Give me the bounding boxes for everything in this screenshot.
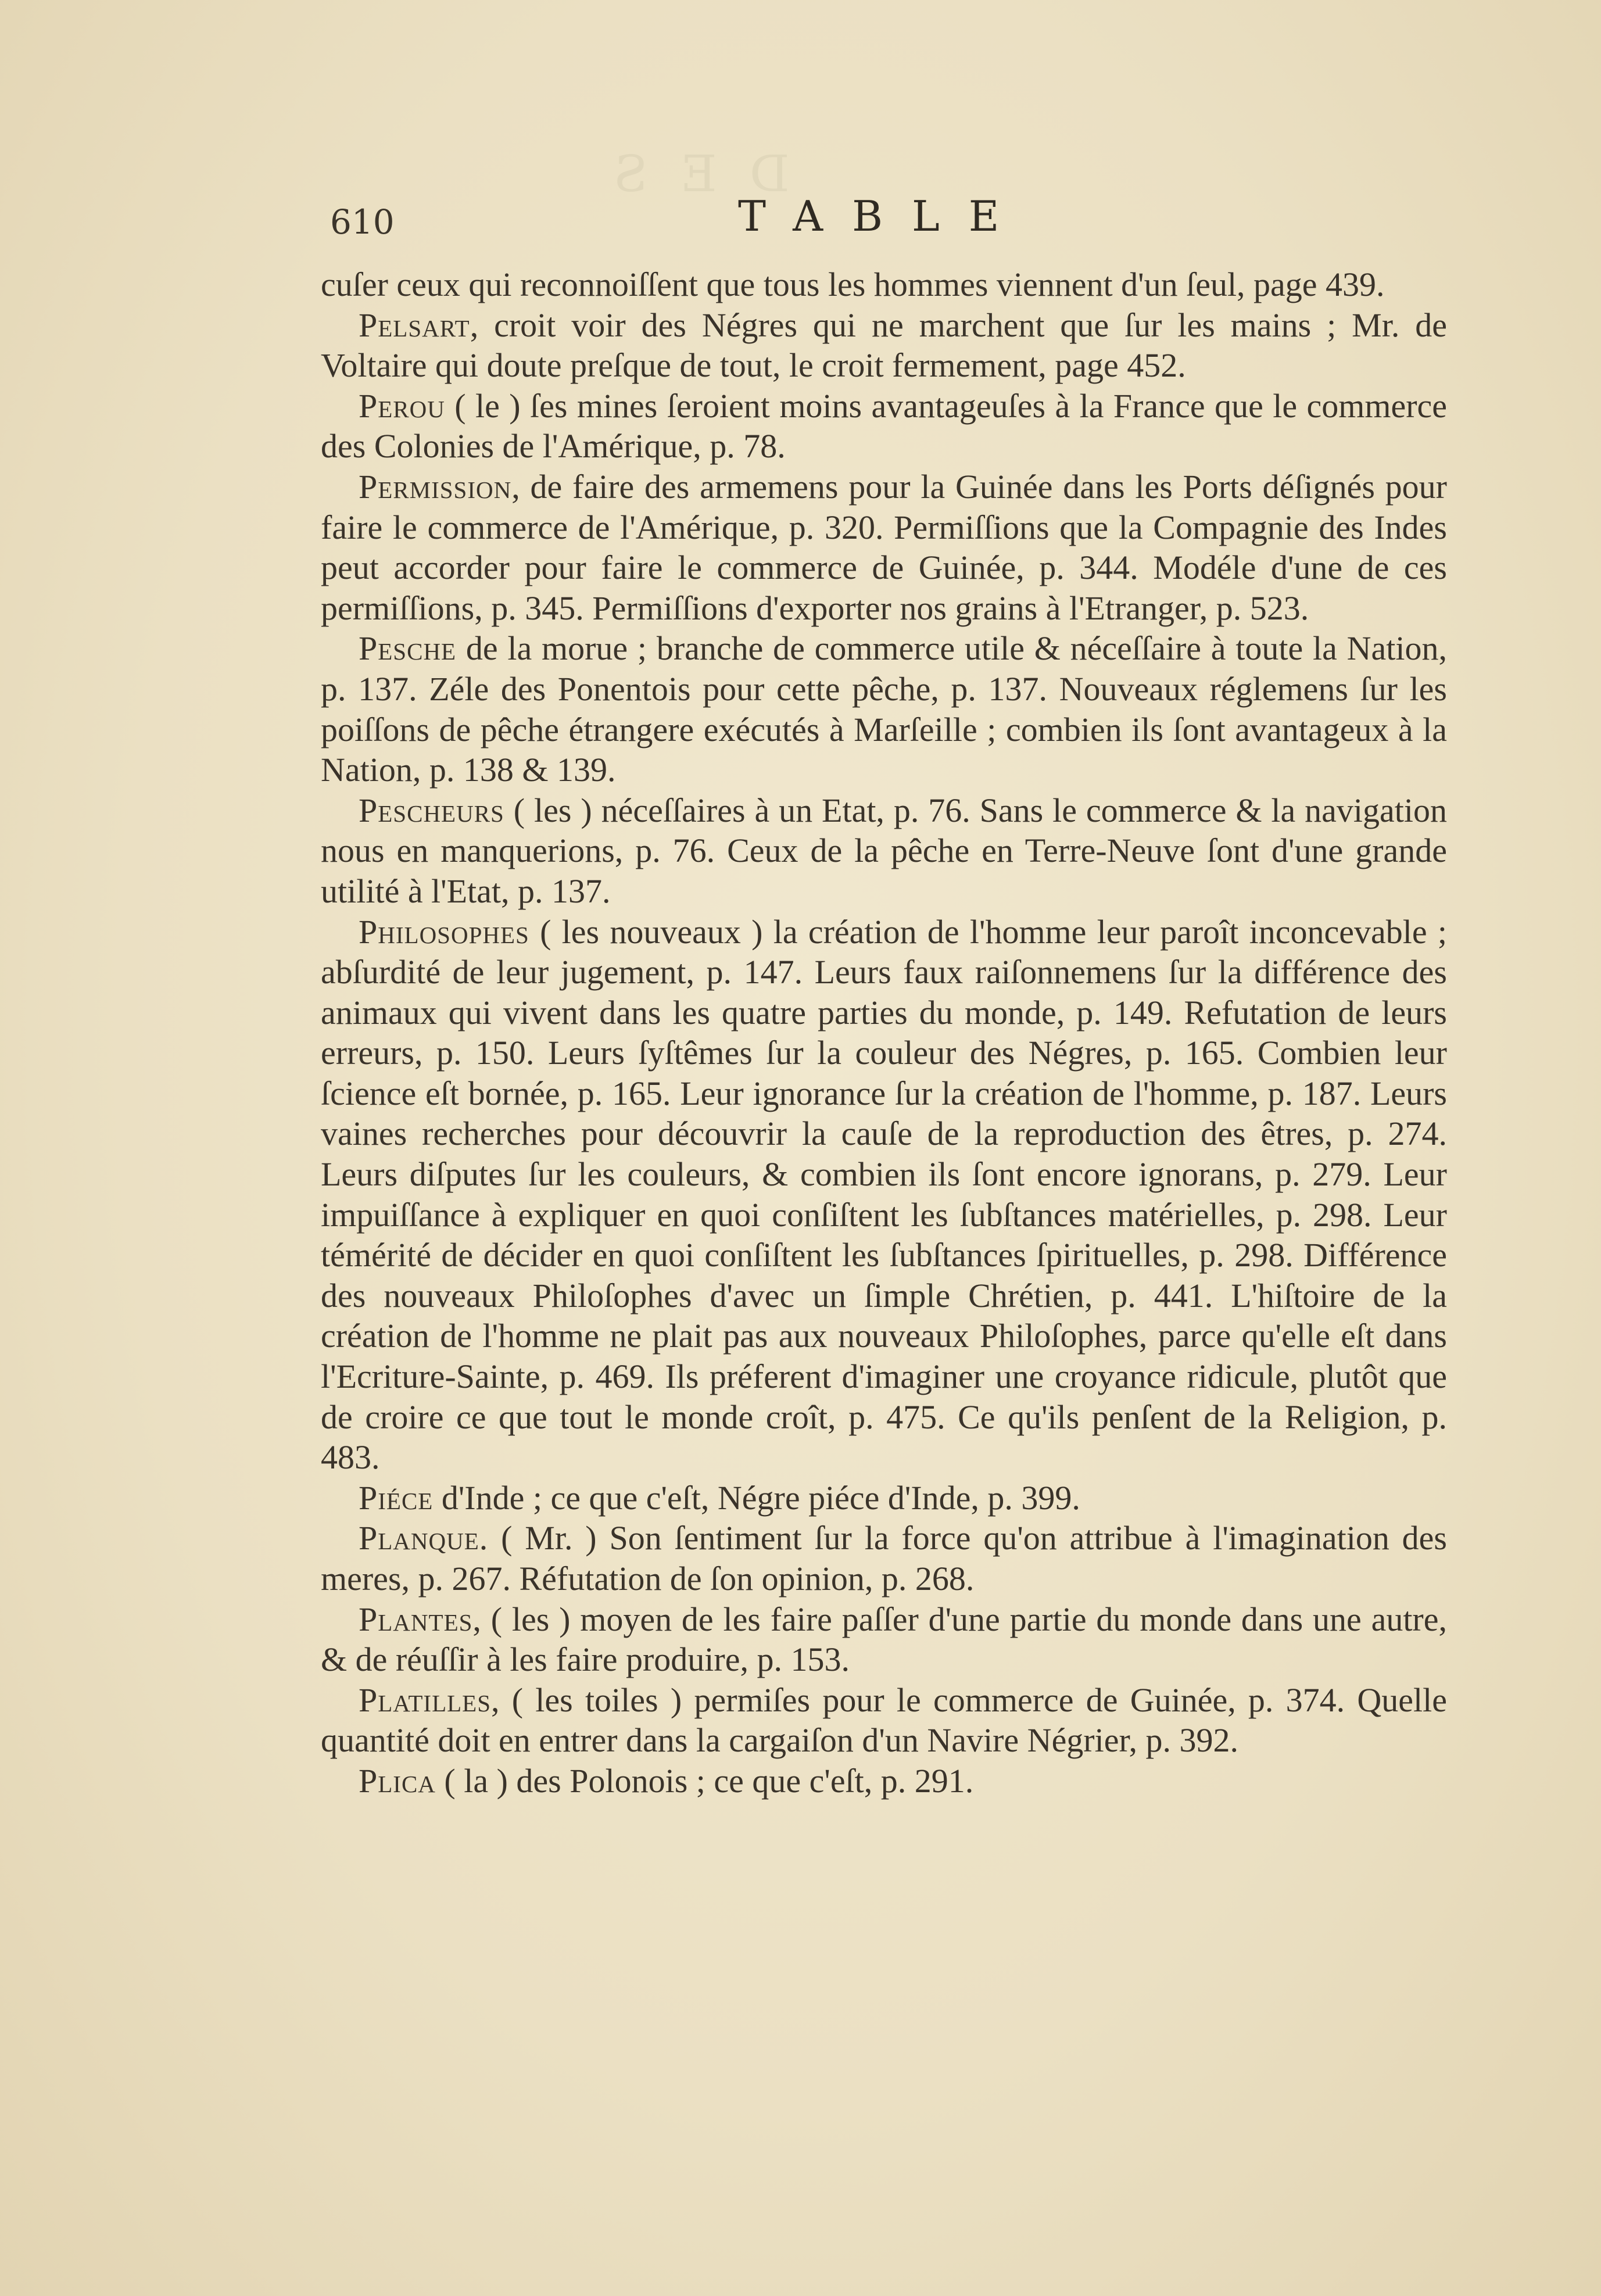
index-entry-permission bbox=[321, 467, 1447, 628]
entry-text: ( la ) des Polonois ; ce que c'eſt, p. 291. bbox=[435, 1761, 974, 1800]
running-title: TABLE bbox=[738, 192, 1029, 241]
index-entry-pescheurs bbox=[321, 790, 1447, 912]
index-entry-plica bbox=[321, 1761, 1447, 1801]
index-entry-pesche bbox=[321, 628, 1447, 790]
entry-headword: Perou bbox=[359, 386, 445, 425]
entry-text: , de faire des armemens pour la Guinée dans les Ports déſignés pour faire le commerce de l'Amérique, p. 320. Permiſſions que la Compagnie des Indes peut accorder pour faire le commerce de Guinée, p. 344. Modéle d'une de ces permiſſions, p. 345. Permiſſions d'exporter nos grains à l'Etranger, p. 523. bbox=[321, 467, 1447, 627]
entry-headword: Pescheurs bbox=[359, 791, 504, 829]
entry-text: , ( les ) moyen de les faire paſſer d'une partie du monde dans une autre, & de réuſſir à les faire produire, p. 153. bbox=[321, 1600, 1447, 1679]
entry-headword: Pesche bbox=[359, 629, 457, 668]
entry-headword: Pelsart bbox=[359, 306, 470, 344]
entry-headword: Plica bbox=[359, 1761, 436, 1800]
index-entry-philosophes bbox=[321, 912, 1447, 1478]
entry-text: cuſer ceux qui reconnoiſſent que tous les hommes viennent d'un ſeul, page 439. bbox=[321, 266, 1385, 303]
entry-headword: Plantes bbox=[359, 1600, 473, 1638]
entry-text: ( les nouveaux ) la création de l'homme leur paroît inconcevable ; abſurdité de leur jugement, p. 147. Leurs faux raiſonnemens ſur la différence des animaux qui vivent dans les quatre parties du monde, p. 149. Refutation de leurs erreurs, p. 150. Leurs ſyſtêmes ſur la couleur des Négres, p. 165. Combien leur ſcience eſt bornée, p. 165. Leur ignorance ſur la création de l'homme, p. 187. Leurs vaines recherches pour découvrir la cauſe de la reproduction des êtres, p. 274. Leurs diſputes ſur les couleurs, & combien ils ſont encore ignorans, p. 279. Leur impuiſſance à expliquer en quoi conſiſtent les ſubſtances matérielles, p. 298. Leur témérité de décider en quoi conſiſtent les ſubſtances ſpirituelles, p. 298. Différence des nouveaux Philoſophes d'avec un ſimple Chrétien, p. 441. L'hiſtoire de la création de l'homme ne plait pas aux nouveaux Philoſophes, parce qu'elle eſt dans l'Ecriture-Sainte, p. 469. Ils préferent d'imaginer une croyance ridicule, plutôt que de croire ce que tout le monde croît, p. 475. Ce qu'ils penſent de la Religion, p. 483. bbox=[321, 912, 1447, 1477]
entry-text: d'Inde ; ce que c'eſt, Négre piéce d'Inde, p. 399. bbox=[433, 1478, 1080, 1517]
index-entry-platilles bbox=[321, 1680, 1447, 1761]
entry-headword: Philosophes bbox=[359, 912, 529, 951]
entry-headword: Piéce bbox=[359, 1478, 434, 1517]
index-entry-continuation bbox=[321, 264, 1447, 305]
index-body bbox=[321, 264, 1447, 1801]
bleed-through-text: DES bbox=[581, 145, 790, 203]
index-entry-planque bbox=[321, 1518, 1447, 1599]
entry-text: ( Mr. ) Son ſentiment ſur la force qu'on attribue à l'imagination des meres, p. 267. Réfutation de ſon opinion, p. 268. bbox=[321, 1519, 1447, 1597]
entry-text: ( le ) ſes mines ſeroient moins avantageuſes à la France que le commerce des Colonies de l'Amérique, p. 78. bbox=[321, 386, 1447, 465]
entry-text: , ( les toiles ) permiſes pour le commerce de Guinée, p. 374. Quelle quantité doit en entrer dans la cargaiſon d'un Navire Négrier, p. 392. bbox=[321, 1681, 1447, 1760]
page-number: 610 bbox=[330, 202, 395, 242]
entry-headword: Platilles bbox=[359, 1681, 491, 1719]
entry-text: ( les ) néceſſaires à un Etat, p. 76. Sans le commerce & la navigation nous en manquerions, p. 76. Ceux de la pêche en Terre-Neuve ſont d'une grande utilité à l'Etat, p. 137. bbox=[321, 791, 1447, 910]
entry-headword: Permission bbox=[359, 467, 512, 506]
entry-text: , croit voir des Négres qui ne marchent que ſur les mains ; Mr. de Voltaire qui doute preſque de tout, le croit fermement, page 452. bbox=[321, 306, 1447, 385]
entry-headword: Planque. bbox=[359, 1519, 489, 1557]
index-entry-pelsart bbox=[321, 305, 1447, 386]
entry-text: de la morue ; branche de commerce utile & néceſſaire à toute la Nation, p. 137. Zéle des Ponentois pour cette pêche, p. 137. Nouveaux réglemens ſur les poiſſons de pêche étrangere exécutés à Marſeille ; combien ils ſont avantageux à la Nation, p. 138 & 139. bbox=[321, 629, 1447, 789]
index-entry-piece bbox=[321, 1478, 1447, 1518]
page-header bbox=[0, 192, 1601, 256]
index-entry-perou bbox=[321, 386, 1447, 467]
index-entry-plantes bbox=[321, 1599, 1447, 1680]
